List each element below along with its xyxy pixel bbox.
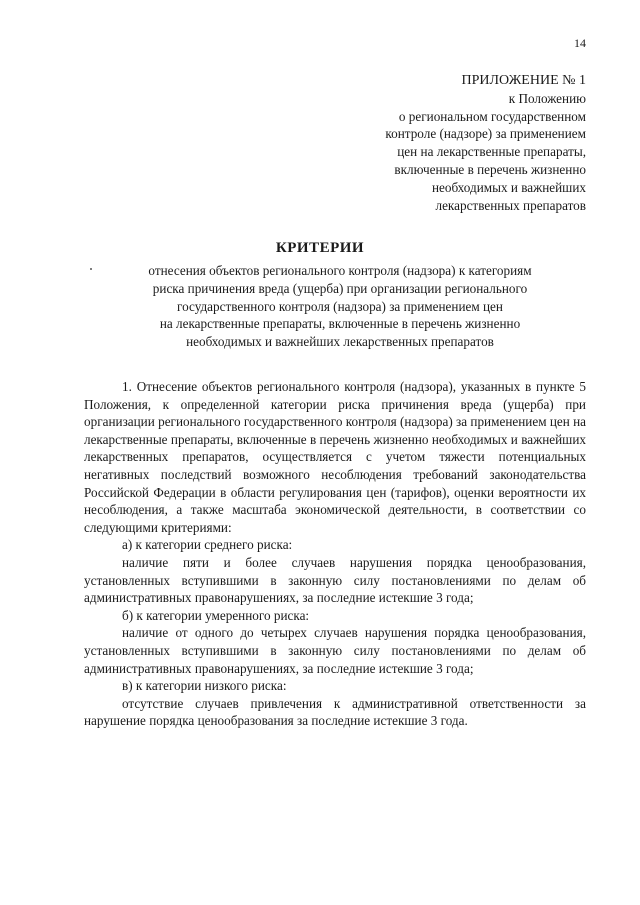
body-paragraph: в) к категории низкого риска:	[122, 678, 287, 694]
document-body	[84, 378, 586, 730]
subtitle-line: риска причинения вреда (ущерба) при организации регионального	[152, 280, 528, 296]
body-paragraph: отсутствие случаев привлечения к административной ответственности за нарушение порядка ценообразования за последние истекшие 3 года.	[84, 695, 586, 729]
body-paragraph: наличие пяти и более случаев нарушения порядка ценообразования, установленных вступившими в законную силу постановлениями по делам об административных правонарушениях, за последние истекшие 3 года;	[84, 554, 586, 606]
appendix-line: необходимых и важнейших	[431, 179, 586, 195]
subtitle-line: необходимых и важнейших лекарственных препаратов	[186, 334, 494, 350]
appendix-line: о региональном государственном	[398, 108, 586, 124]
document-title: КРИТЕРИИ	[275, 240, 365, 256]
body-paragraph: наличие от одного до четырех случаев нарушения порядка ценообразования, установленных вступившими в законную силу постановлениями по делам об административных правонарушениях, за последние истекшие 3 года;	[84, 625, 586, 676]
appendix-line: к Положению	[508, 90, 586, 106]
appendix-line: включенные в перечень жизненно	[394, 161, 586, 177]
subtitle-line: на лекарственные препараты, включенные в перечень жизненно	[159, 316, 521, 332]
body-paragraph: а) к категории среднего риска:	[122, 537, 293, 553]
appendix-line: лекарственных препаратов	[435, 197, 586, 213]
subtitle-line: отнесения объектов регионального контроля (надзора) к категориям	[148, 263, 532, 278]
page-number: 14	[574, 36, 586, 50]
document-subtitle	[90, 262, 590, 351]
appendix-block	[286, 72, 586, 214]
appendix-line: цен на лекарственные препараты,	[397, 144, 586, 160]
subtitle-line: государственного контроля (надзора) за применением цен	[177, 298, 503, 314]
appendix-line: контроле (надзоре) за применением	[385, 126, 586, 142]
body-paragraph: 1. Отнесение объектов регионального контроля (надзора), указанных в пункте 5 Положения, к определенной категории риска причинения вреда (ущерба) при организации регионального государственного контроля (надзора) за применением цен на лекарственные препараты, включенные в перечень жизненно необходимых и важнейших лекарственных препаратов, осуществляется с учетом тяжести потенциальных негативных последствий возможного несоблюдения требований законодательства Российской Федерации в области регулирования цен (тарифов), оценки вероятности их несоблюдения, а также масштаба экономической деятельности, в соответствии со следующими критериями:	[84, 379, 587, 535]
appendix-heading: ПРИЛОЖЕНИЕ № 1	[461, 73, 586, 88]
body-paragraph: б) к категории умеренного риска:	[122, 607, 310, 623]
